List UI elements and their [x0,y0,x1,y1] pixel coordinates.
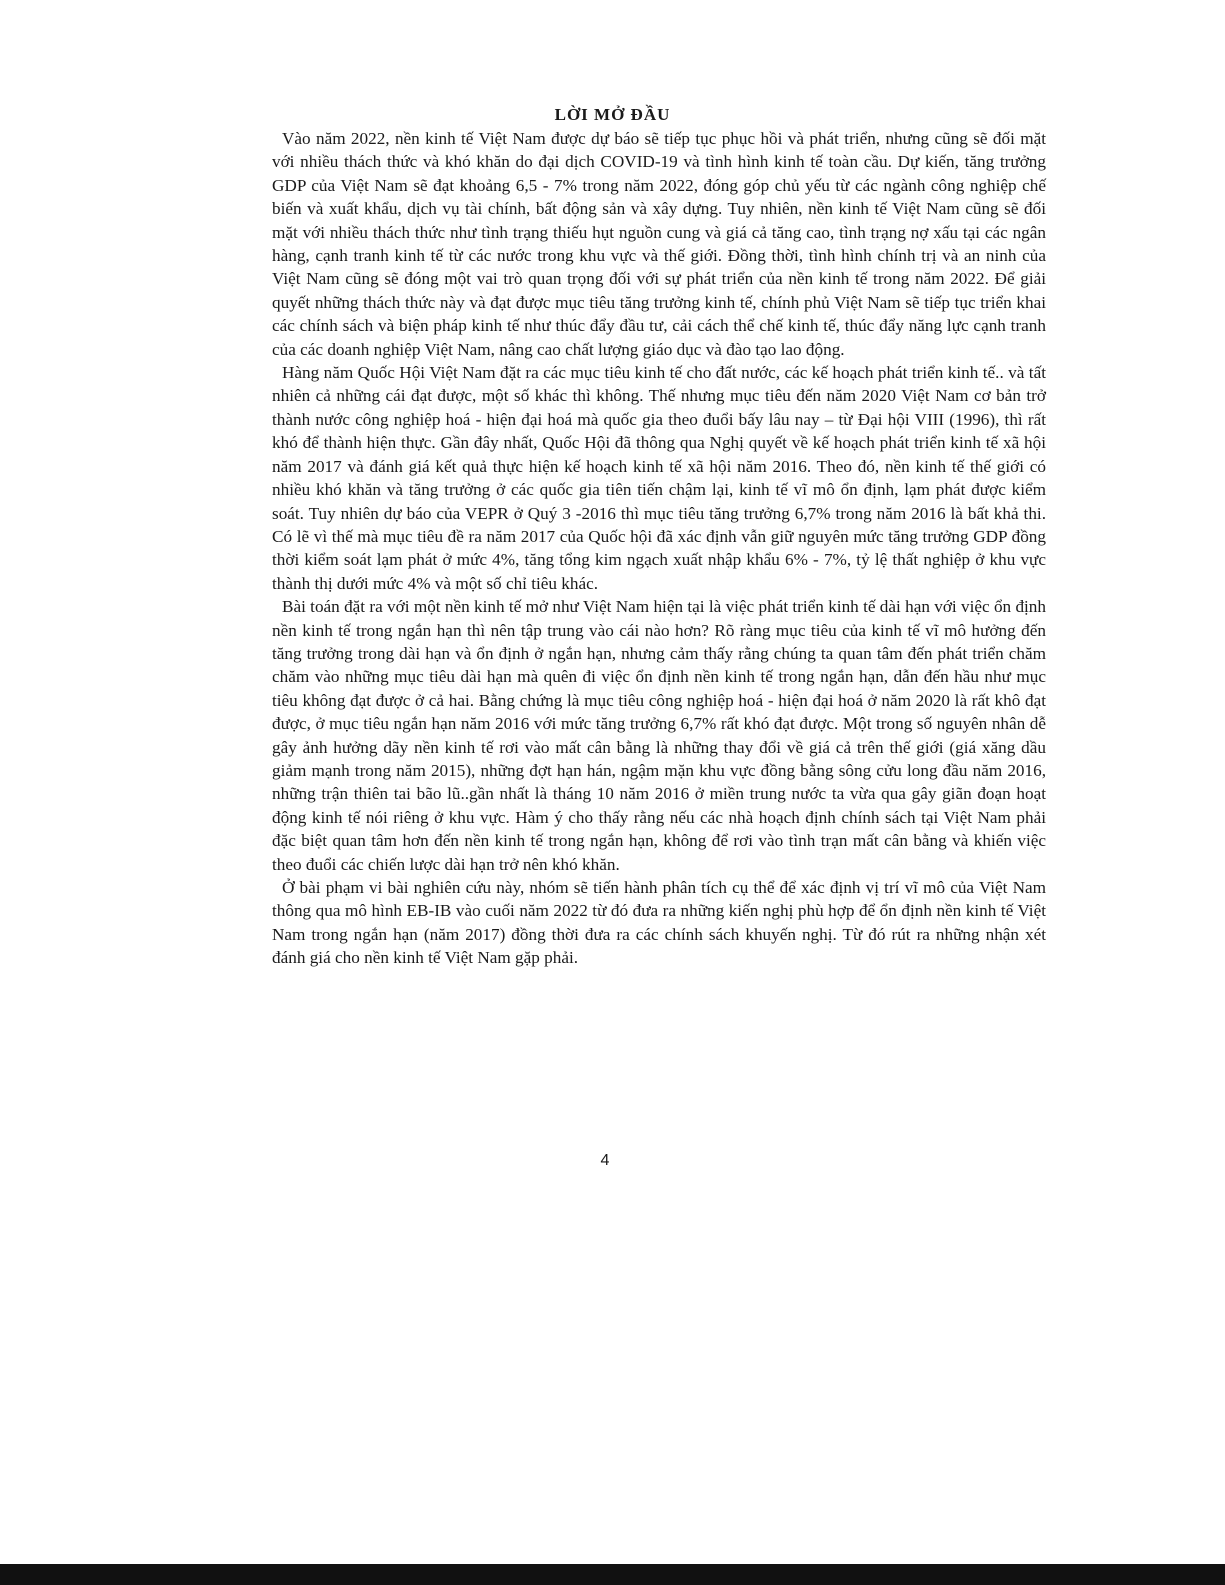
page-number: 4 [600,1152,610,1169]
paragraph-2: Hàng năm Quốc Hội Việt Nam đặt ra các mục tiêu kinh tế cho đất nước, các kế hoạch phát triển kinh tế.. và tất nhiên cả những cái đạt được, một số khác thì không. Thế nhưng mục tiêu đến năm 2020 Việt Nam cơ bản trở thành nước công nghiệp hoá - hiện đại hoá mà quốc gia theo đuổi bấy lâu nay – từ Đại hội VIII (1996), thì rất khó để thành hiện thực. Gần đây nhất, Quốc Hội đã thông qua Nghị quyết về kế hoạch phát triển kinh tế xã hội năm 2017 và đánh giá kết quả thực hiện kế hoạch kinh tế xã hội năm 2016. Theo đó, nền kinh tế thế giới có nhiều khó khăn và tăng trưởng ở các quốc gia tiên tiến chậm lại, kinh tế vĩ mô ổn định, lạm phát được kiểm soát. Tuy nhiên dự báo của VEPR ở Quý 3 -2016 thì mục tiêu tăng trưởng 6,7% trong năm 2016 là bất khả thi. Có lẽ vì thế mà mục tiêu đề ra năm 2017 của Quốc hội đã xác định vẫn giữ nguyên mức tăng trưởng GDP đồng thời kiểm soát lạm phát ở mức 4%, tăng tổng kim ngạch xuất nhập khẩu 6% - 7%, tỷ lệ thất nghiệp ở khu vực thành thị dưới mức 4% và một số chỉ tiêu khác. [272,363,1046,593]
page-title: LỜI MỞ ĐẦU [554,105,671,124]
scan-bottom-border [0,1564,1225,1585]
paragraph-3: Bài toán đặt ra với một nền kinh tế mở như Việt Nam hiện tại là việc phát triển kinh tế dài hạn với việc ổn định nền kinh tế trong ngắn hạn thì nên tập trung vào cái nào hơn? Rõ ràng mục tiêu của kinh tế vĩ mô hưởng đến tăng trưởng trong dài hạn và ổn định ở ngắn hạn, nhưng cảm thấy rằng chúng ta quan tâm đến phát triển chăm chăm vào những mục tiêu dài hạn mà quên đi việc ổn định nền kinh tế trong ngắn hạn, dẫn đến hầu như mục tiêu không đạt được ở cả hai. Bằng chứng là mục tiêu công nghiệp hoá - hiện đại hoá ở năm 2020 là rất khô đạt được, ở mục tiêu ngắn hạn năm 2016 với mức tăng trưởng 6,7% rất khó đạt được. Một trong số nguyên nhân dễ gây ảnh hưởng dãy nền kinh tế rơi vào mất cân bằng là những thay đổi về giá cả trên thế giới (giá xăng dầu giảm mạnh trong năm 2015), những đợt hạn hán, ngậm mặn khu vực đồng bằng sông cửu long đầu năm 2016, những trận thiên tai bão lũ..gần nhất là tháng 10 năm 2016 ở miền trung nước ta vừa qua gây giãn đoạn hoạt động kinh tế nói riêng ở khu vực. Hàm ý cho thấy rằng nếu các nhà hoạch định chính sách tại Việt Nam phải đặc biệt quan tâm hơn đến nền kinh tế trong ngắn hạn, không để rơi vào tình trạn mất cân bằng và khiến việc theo đuổi các chiến lược dài hạn trở nên khó khăn. [272,597,1046,874]
document-body [272,127,1046,970]
paragraph-4: Ở bài phạm vi bài nghiên cứu này, nhóm sẽ tiến hành phân tích cụ thể để xác định vị trí vĩ mô của Việt Nam thông qua mô hình EB-IB vào cuối năm 2022 từ đó đưa ra những kiến nghị phù hợp để ổn định nền kinh tế Việt Nam trong ngắn hạn (năm 2017) đồng thời đưa ra các chính sách khuyến nghị. Từ đó rút ra những nhận xét đánh giá cho nền kinh tế Việt Nam gặp phải. [272,878,1046,968]
paragraph-1: Vào năm 2022, nền kinh tế Việt Nam được dự báo sẽ tiếp tục phục hồi và phát triển, nhưng cũng sẽ đối mặt với nhiều thách thức và khó khăn do đại dịch COVID-19 và tình hình kinh tế toàn cầu. Dự kiến, tăng trưởng GDP của Việt Nam sẽ đạt khoảng 6,5 - 7% trong năm 2022, đóng góp chủ yếu từ các ngành công nghiệp chế biến và xuất khẩu, dịch vụ tài chính, bất động sản và xây dựng. Tuy nhiên, nền kinh tế Việt Nam cũng sẽ đối mặt với nhiều thách thức như tình trạng thiếu hụt nguồn cung và giá cả tăng cao, tình trạng nợ xấu tại các ngân hàng, cạnh tranh kinh tế từ các nước trong khu vực và thế giới. Đồng thời, tình hình chính trị và an ninh của Việt Nam cũng sẽ đóng một vai trò quan trọng đối với sự phát triển của nền kinh tế trong năm 2022. Để giải quyết những thách thức này và đạt được mục tiêu tăng trưởng kinh tế, chính phủ Việt Nam sẽ tiếp tục triển khai các chính sách và biện pháp kinh tế như thúc đẩy đầu tư, cải cách thể chế kinh tế, thúc đẩy năng lực cạnh tranh của các doanh nghiệp Việt Nam, nâng cao chất lượng giáo dục và đào tạo lao động. [272,129,1046,359]
